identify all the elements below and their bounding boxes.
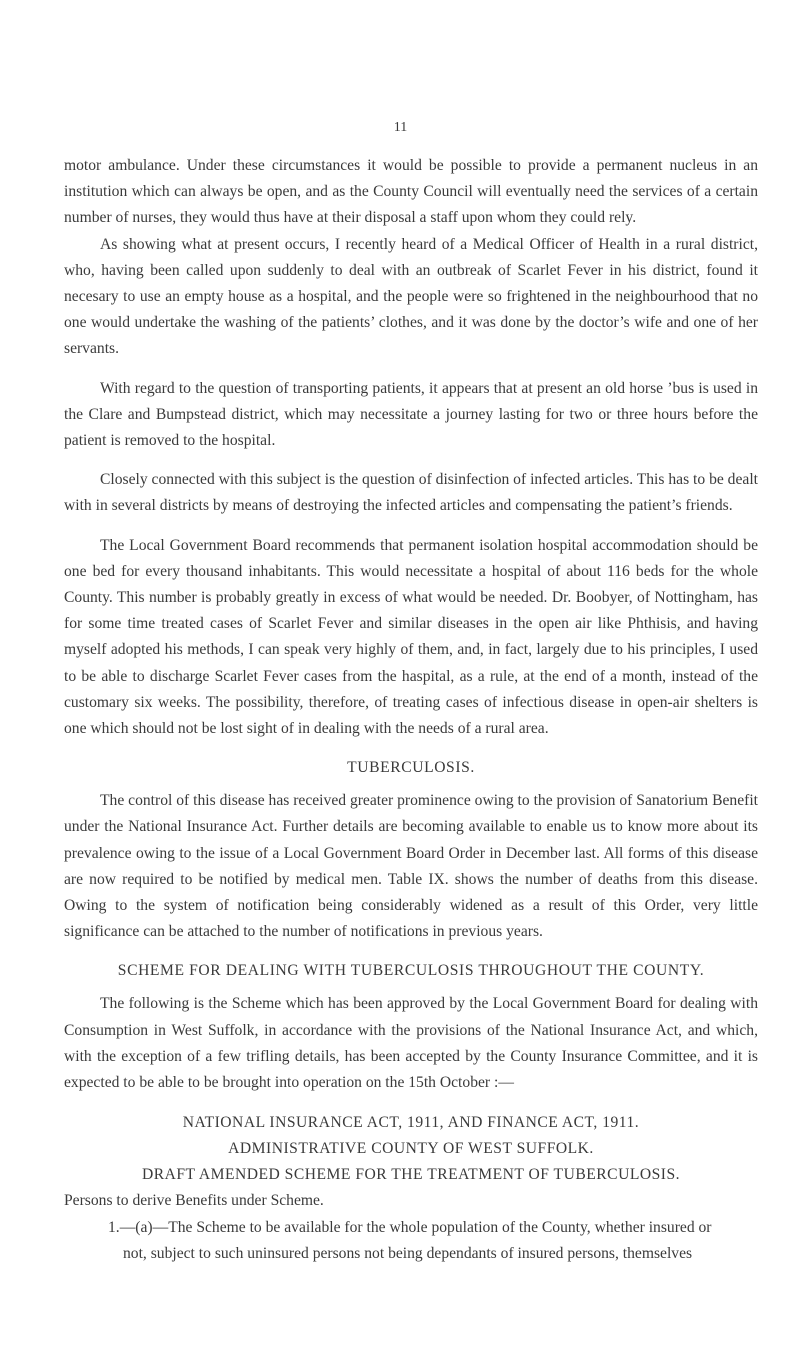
paragraph: With regard to the question of transporting patients, it appears that at present an old horse ’bus is used in the Clare and Bumpstead district, which may necessitate a journey lasting for two or three hours before the patient is removed to the hospital. [64, 379, 758, 450]
section-heading: SCHEME FOR DEALING WITH TUBERCULOSIS THROUGHOUT THE COUNTY. [117, 962, 705, 980]
document-body [64, 153, 758, 1267]
clause-line: 1.—(a)—The Scheme to be available for the whole population of the County, whether insured or [108, 1218, 712, 1236]
paragraph: As showing what at present occurs, I recently heard of a Medical Officer of Health in a rural district, who, having been called upon suddenly to deal with an outbreak of Scarlet Fever in his district, found it necesary to use an empty house as a hospital, and the people were so frightened in the neighbourhood that no one would undertake the washing of the patients’ clothes, and it was done by the doctor’s wife and one of her servants. [64, 235, 758, 358]
paragraph: The following is the Scheme which has been approved by the Local Government Board for dealing with Consumption in West Suffolk, in accordance with the provisions of the National Insurance Act, and which, with the exception of a few trifling details, has been accepted by the County Insurance Committee, and it is expected to be able to be brought into operation on the 15th October :— [64, 995, 758, 1092]
scheme-title-block [64, 1110, 758, 1188]
paragraph: The control of this disease has received greater prominence owing to the provision of Sanatorium Benefit under the National Insurance Act. Further details are becoming available to enable us to know more about its prevalence owing to the issue of a Local Government Board Order in December last. All forms of this disease are now required to be notified by medical men. Table IX. shows the number of deaths from this disease. Owing to the system of notification being considerably widened as a result of this Order, very little significance can be attached to the number of notifications in previous years. [64, 792, 758, 941]
paragraph: Closely connected with this subject is the question of disinfection of infected articles. This has to be dealt with in several districts by means of destroying the infected articles and compensating the patient’s friends. [64, 471, 758, 515]
paragraph: The Local Government Board recommends that permanent isolation hospital accommodation should be one bed for every thousand inhabitants. This would necessitate a hospital of about 116 beds for the whole County. This number is probably greatly in excess of what would be needed. Dr. Boobyer, of Nottingham, has for some time treated cases of Scarlet Fever and similar diseases in the open air like Phthisis, and having myself adopted his methods, I can speak very highly of them, and, in fact, largely due to his principles, I used to be able to discharge Scarlet Fever cases from the haspital, as a rule, at the end of a month, instead of the customary six weeks. The possibility, therefore, of treating cases of infectious disease in open-air shelters is one which should not be lost sight of in dealing with the needs of a rural area. [64, 536, 758, 738]
subsection-label: Persons to derive Benefits under Scheme. [64, 1192, 324, 1210]
act-title: NATIONAL INSURANCE ACT, 1911, AND FINANCE ACT, 1911. [182, 1114, 640, 1132]
section-heading: TUBERCULOSIS. [347, 759, 475, 777]
paragraph: motor ambulance. Under these circumstances it would be possible to provide a permanent nucleus in an institution which can always be open, and as the County Council will eventually need the services of a certain number of nurses, they would thus have at their disposal a staff upon whom they could rely. [64, 157, 758, 227]
clause-line: not, subject to such uninsured persons not being dependants of insured persons, themselves [123, 1244, 693, 1262]
county-title: ADMINISTRATIVE COUNTY OF WEST SUFFOLK. [228, 1140, 594, 1158]
scheme-title: DRAFT AMENDED SCHEME FOR THE TREATMENT OF TUBERCULOSIS. [141, 1166, 681, 1184]
page-number: 11 [393, 120, 408, 135]
